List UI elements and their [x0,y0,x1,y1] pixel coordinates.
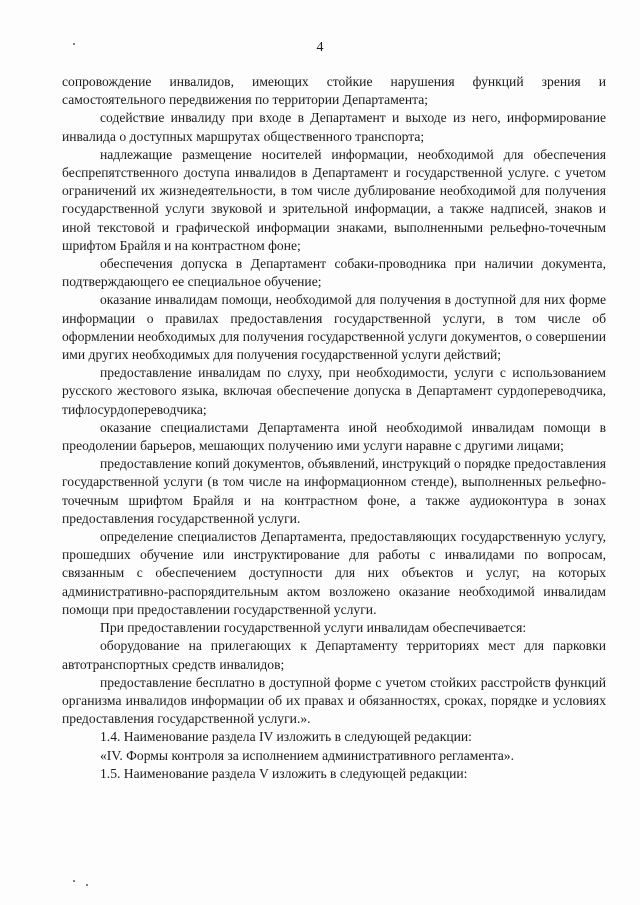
paragraph: 1.5. Наименование раздела V изложить в следующей редакции: [100,765,468,781]
paragraph: 1.4. Наименование раздела IV изложить в следующей редакции: [100,729,472,745]
paragraph: надлежащие размещение носителей информации, необходимой для обеспечения беспрепятственного доступа инвалидов в Департамент и государственной услуге. с учетом ограничений их жизнедеятельности, в том числе дублирование необходимой для получения государственной услуги звуковой и зрительной информации, а также надписей, знаков и иной текстовой и графической информации знаками, выполненными рельефно-точечным шрифтом Брайля и на контрастном фоне; [62,146,606,253]
paragraph: При предоставлении государственной услуги инвалидам обеспечивается: [100,620,527,636]
paragraph: оказание инвалидам помощи, необходимой для получения в доступной для них форме информации о правилах предоставления государственной услуги, в том числе об оформлении необходимых для получения государственной услуги документов, о совершении ими других необходимых для получения государственной услуги действий; [62,292,606,363]
paragraph: предоставление копий документов, объявлений, инструкций о порядке предоставления государственной услуги (в том числе на информационном стенде), выполненных рельефно-точечным шрифтом Брайля и на контрастном фоне, а также аудиоконтура в зонах предоставления государственной услуги. [62,456,606,526]
paragraph: предоставление инвалидам по слуху, при необходимости, услуги с использованием русского жестового языка, включая обеспечение допуска в Департамент сурдопереводчика, тифлосурдопереводчика; [62,365,606,417]
page-number: 4 [316,40,324,55]
paragraph: определение специалистов Департамента, предоставляющих государственную услугу, прошедших обучение или инструктирование для работы с инвалидами по вопросам, связанным с обеспечением доступности для них объектов и услуг, на которых административно-распорядительным актом возложено оказание необходимой инвалидам помощи при предоставлении государственной услуги. [62,529,606,617]
document-body [62,73,606,783]
scan-speck [73,43,75,45]
paragraph: «IV. Формы контроля за исполнением административного регламента». [100,747,514,763]
scan-speck [86,884,88,886]
paragraph: сопровождение инвалидов, имеющих стойкие нарушения функций зрения и самостоятельного передвижения по территории Департамента; [62,74,606,108]
paragraph: обеспечения допуска в Департамент собаки-проводника при наличии документа, подтверждающего ее специальное обучение; [62,256,606,290]
scan-speck [73,880,75,882]
paragraph: содействие инвалиду при входе в Департамент и выходе из него, информирование инвалида о доступных маршрутах общественного транспорта; [62,110,606,144]
paragraph: оборудование на прилегающих к Департаменту территориях мест для парковки автотранспортных средств инвалидов; [62,638,606,672]
paragraph: предоставление бесплатно в доступной форме с учетом стойких расстройств функций организма инвалидов информации об их правах и обязанностях, сроках, порядке и условиях предоставления государственной услуги.». [62,674,606,727]
paragraph: оказание специалистами Департамента иной необходимой инвалидам помощи в преодолении барьеров, мешающих получению ими услуги наравне с другими лицами; [62,419,606,454]
